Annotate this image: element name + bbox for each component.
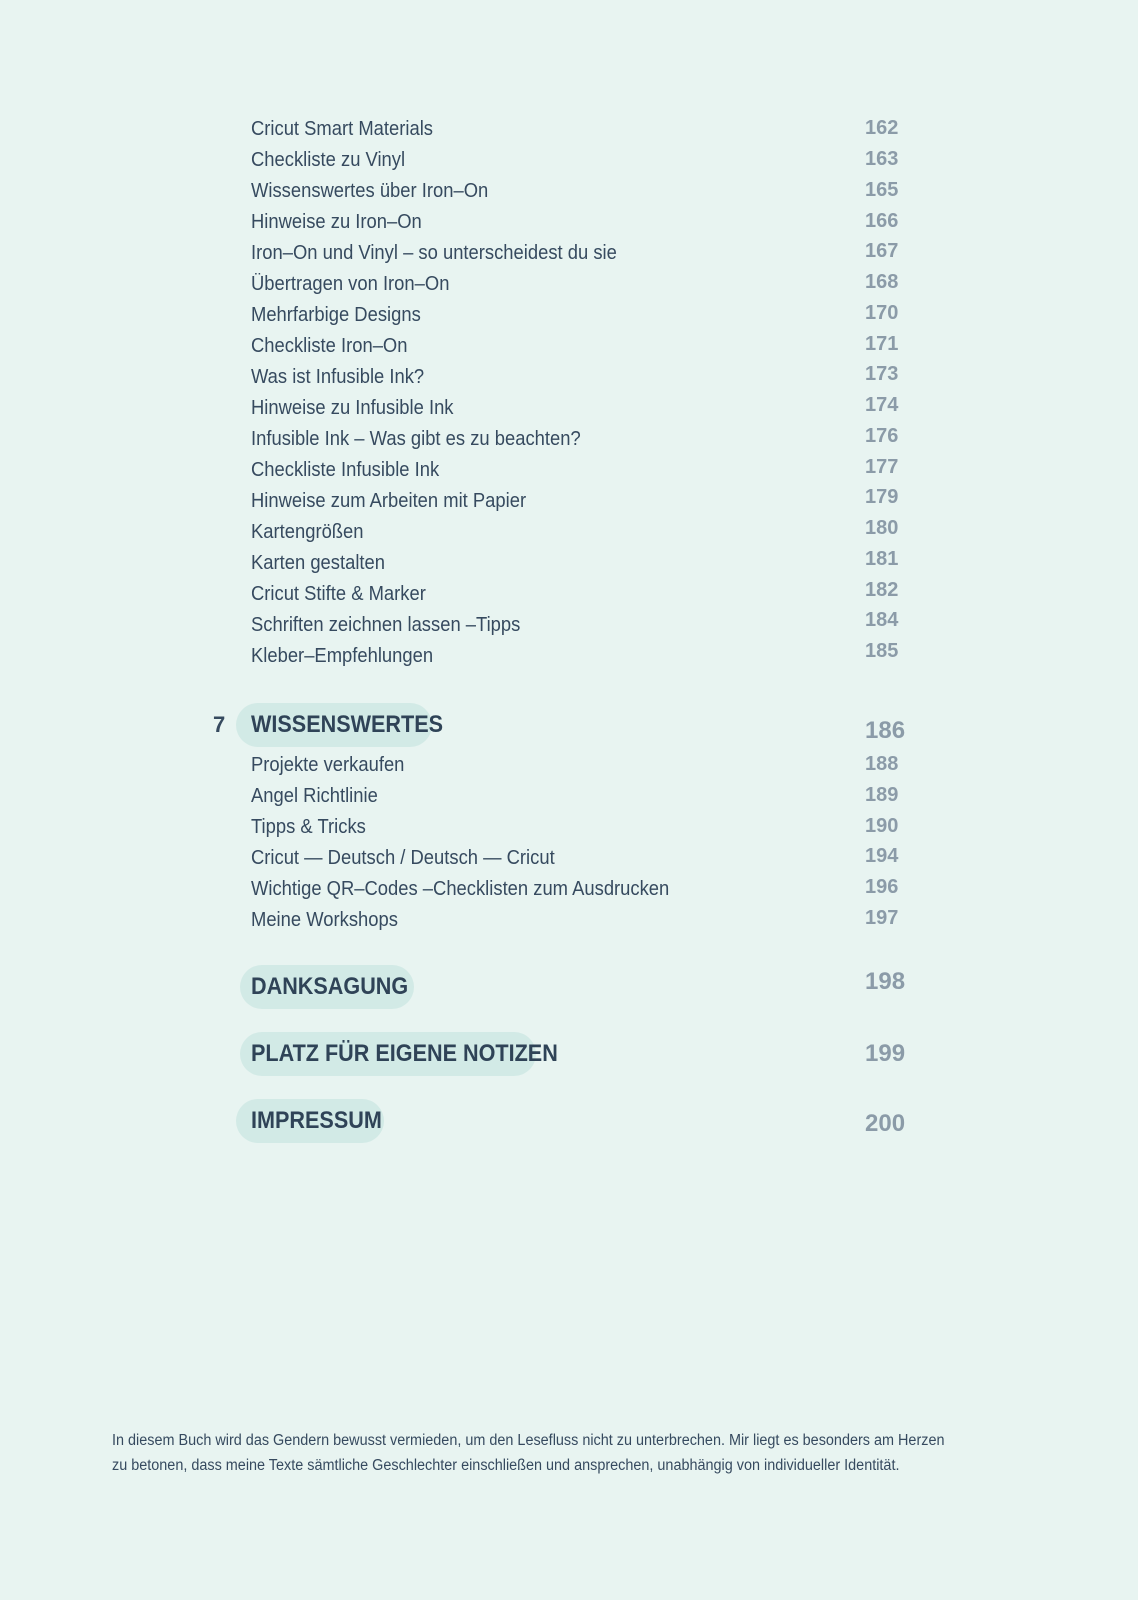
toc-entry-label: Cricut Stifte & Marker [251,583,426,605]
chapter-heading-page: 186 [865,717,906,744]
gender-footnote [112,1428,977,1478]
toc-entry-label: Iron–On und Vinyl – so unterscheidest du sie [251,242,617,264]
toc-entry[interactable] [251,905,858,935]
toc-entry-page: 194 [865,845,899,867]
toc-entry-page: 190 [865,815,899,837]
section-heading-page: 198 [865,968,906,995]
toc-entry[interactable] [251,750,858,780]
toc-entry-page: 182 [865,579,899,601]
toc-entry-label: Kartengrößen [251,521,364,543]
toc-entry[interactable] [251,331,858,361]
toc-entry-page: 180 [865,517,899,539]
toc-entry-label: Kleber–Empfehlungen [251,645,434,667]
toc-entry[interactable] [251,812,858,842]
toc-entry-page: 176 [865,425,899,447]
toc-entry-page: 167 [865,240,899,262]
toc-entry-label: Cricut — Deutsch / Deutsch — Cricut [251,847,555,869]
toc-entry-page: 170 [865,302,899,324]
footnote-line: zu betonen, dass meine Texte sämtliche Geschlechter einschließen und ansprechen, unabhängig von individueller Identität. [112,1457,900,1474]
toc-entry[interactable] [251,610,858,640]
toc-entry[interactable] [251,455,858,485]
toc-entry-label: Checkliste Infusible Ink [251,459,440,481]
toc-entry-label: Checkliste Iron–On [251,335,408,357]
toc-entry[interactable] [251,486,858,516]
toc-entry[interactable] [251,781,858,811]
toc-entry-label: Hinweise zum Arbeiten mit Papier [251,490,527,512]
toc-entry-label: Karten gestalten [251,552,386,574]
toc-entry-page: 197 [865,907,899,929]
footnote-line: In diesem Buch wird das Gendern bewusst vermieden, um den Lesefluss nicht zu unterbrechen. Mir liegt es besonders am Herzen [112,1432,945,1449]
toc-entry[interactable] [251,238,858,268]
toc-entry[interactable] [251,176,858,206]
toc-entry[interactable] [251,207,858,237]
toc-entry-page: 163 [865,148,899,170]
section-heading-title: PLATZ FÜR EIGENE NOTIZEN [251,1040,558,1067]
toc-entry-page: 181 [865,548,899,570]
toc-entry-page: 166 [865,210,899,232]
toc-entry-label: Wichtige QR–Codes –Checklisten zum Ausdrucken [251,878,670,900]
toc-entry-page: 188 [865,753,899,775]
toc-entry-label: Cricut Smart Materials [251,118,433,140]
toc-entry-page: 162 [865,117,899,139]
toc-entry-page: 189 [865,784,899,806]
toc-entry[interactable] [251,114,858,144]
chapter-heading-title: WISSENSWERTES [251,711,444,738]
toc-entry[interactable] [251,393,858,423]
toc-entry[interactable] [251,269,858,299]
toc-entry[interactable] [251,874,858,904]
toc-entry-label: Mehrfarbige Designs [251,304,421,326]
section-heading-title: DANKSAGUNG [251,973,409,1000]
toc-entry[interactable] [251,517,858,547]
toc-entry-page: 184 [865,609,899,631]
toc-entry-label: Infusible Ink – Was gibt es zu beachten? [251,428,581,450]
toc-entry-page: 196 [865,876,899,898]
toc-entry-label: Angel Richtlinie [251,785,378,807]
toc-entry[interactable] [251,548,858,578]
toc-entry[interactable] [251,843,858,873]
toc-entry-label: Hinweise zu Infusible Ink [251,397,454,419]
toc-entry-page: 173 [865,363,899,385]
toc-entry-page: 174 [865,394,899,416]
toc-entry-page: 171 [865,333,899,355]
toc-entry[interactable] [251,424,858,454]
toc-entry-label: Übertragen von Iron–On [251,273,450,295]
toc-entry[interactable] [251,300,858,330]
toc-entry-page: 168 [865,271,899,293]
toc-entry-label: Was ist Infusible Ink? [251,366,425,388]
toc-entry-page: 177 [865,456,899,478]
toc-entry[interactable] [251,641,858,671]
toc-entry-page: 179 [865,486,899,508]
toc-entry-label: Hinweise zu Iron–On [251,211,422,233]
chapter-number: 7 [213,712,226,737]
section-heading-page: 200 [865,1110,906,1137]
toc-entry-label: Checkliste zu Vinyl [251,149,406,171]
section-heading-title: IMPRESSUM [251,1107,382,1134]
toc-entry-label: Tipps & Tricks [251,816,366,838]
toc-entry-label: Meine Workshops [251,909,398,931]
toc-entry-label: Schriften zeichnen lassen –Tipps [251,614,521,636]
toc-entry-label: Wissenswertes über Iron–On [251,180,489,202]
toc-entry-label: Projekte verkaufen [251,754,405,776]
section-heading-page: 199 [865,1040,906,1067]
toc-entry-page: 165 [865,179,899,201]
toc-entry-page: 185 [865,640,899,662]
toc-entry[interactable] [251,362,858,392]
toc-entry[interactable] [251,579,858,609]
toc-entry[interactable] [251,145,858,175]
